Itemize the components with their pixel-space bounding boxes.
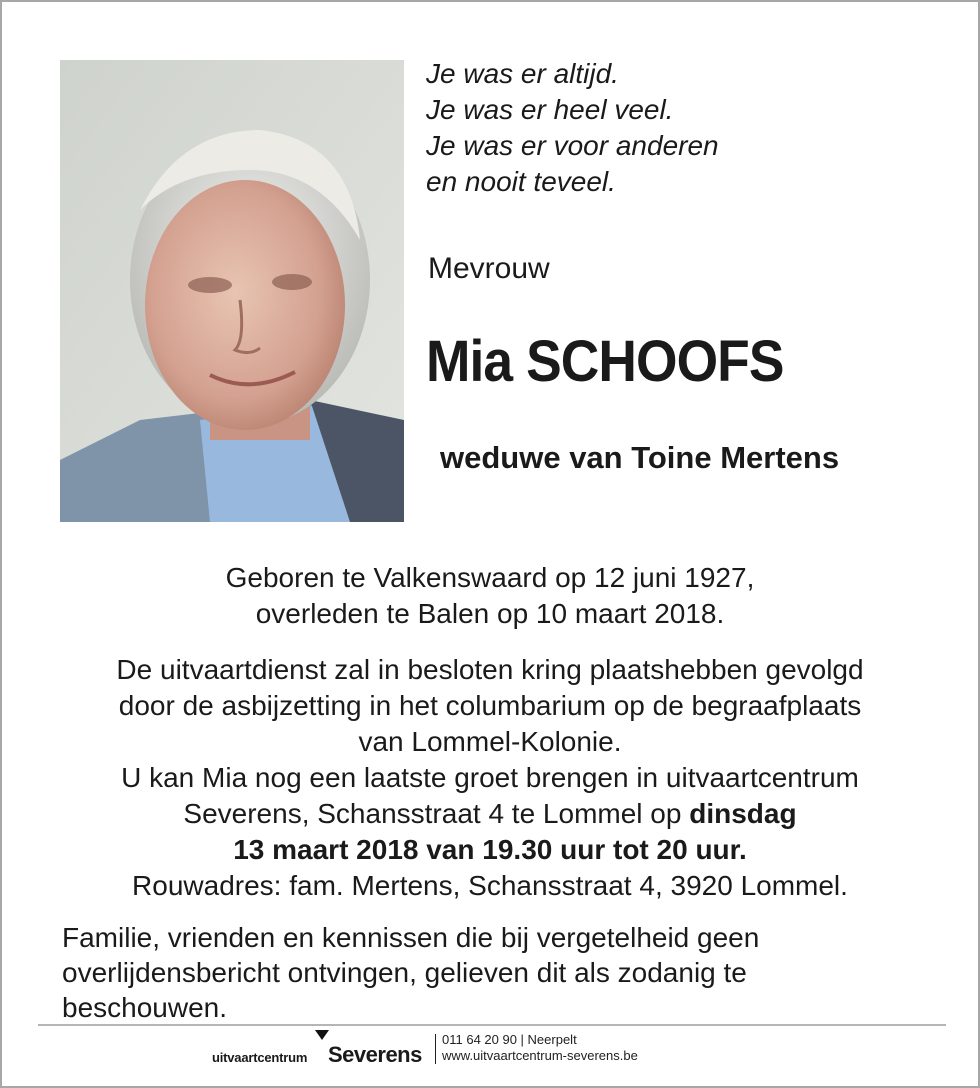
logo-small-text: uitvaartcentrum	[212, 1050, 308, 1065]
phone-location: 011 64 20 90 | Neerpelt	[442, 1032, 577, 1047]
triangle-icon	[315, 1030, 329, 1040]
logo-brand-text: Severens	[328, 1042, 422, 1067]
notice-line: Familie, vrienden en kennissen die bij vergetelheid geen	[62, 922, 760, 953]
service-line: De uitvaartdienst zal in besloten kring plaatshebben gevolgd	[116, 654, 864, 685]
honorific: Mevrouw	[428, 252, 550, 285]
footer-separator	[435, 1034, 436, 1064]
footer	[2, 1028, 978, 1086]
service-line: van Lommel-Kolonie.	[358, 726, 622, 757]
deceased-name: Mia SCHOOFS	[426, 329, 784, 394]
visitation-line	[42, 796, 938, 832]
notice	[62, 920, 759, 1025]
visitation-line: U kan Mia nog een laatste groet brengen in uitvaartcentrum	[121, 762, 859, 793]
portrait-image	[60, 60, 404, 522]
portrait-photo	[60, 60, 404, 522]
widow-of: weduwe van Toine Mertens	[440, 440, 840, 475]
notice-line: beschouwen.	[62, 992, 228, 1023]
poem-line: Je was er voor anderen	[426, 130, 719, 161]
life-dates	[42, 560, 938, 632]
visitation-time: 13 maart 2018 van 19.30 uur tot 20 uur.	[233, 834, 747, 865]
mourning-address: Rouwadres: fam. Mertens, Schansstraat 4, 3920 Lommel.	[132, 870, 848, 901]
poem	[426, 56, 719, 200]
service-line: door de asbijzetting in het columbarium op de begraafplaats	[118, 690, 862, 721]
footer-divider	[38, 1024, 946, 1026]
visitation-day: dinsdag	[689, 798, 797, 829]
death-line: overleden te Balen op 10 maart 2018.	[255, 598, 725, 629]
birth-line: Geboren te Valkenswaard op 12 juni 1927,	[225, 562, 755, 593]
website-link[interactable]: www.uitvaartcentrum-severens.be	[442, 1048, 638, 1063]
service-details	[42, 652, 938, 904]
contact-info	[442, 1032, 638, 1064]
poem-line: Je was er altijd.	[426, 58, 619, 89]
visitation-address: Severens, Schansstraat 4 te Lommel op	[183, 798, 690, 829]
poem-line: Je was er heel veel.	[426, 94, 674, 125]
poem-line: en nooit teveel.	[426, 166, 616, 197]
notice-line: overlijdensbericht ontvingen, gelieven dit als zodanig te	[62, 957, 747, 988]
